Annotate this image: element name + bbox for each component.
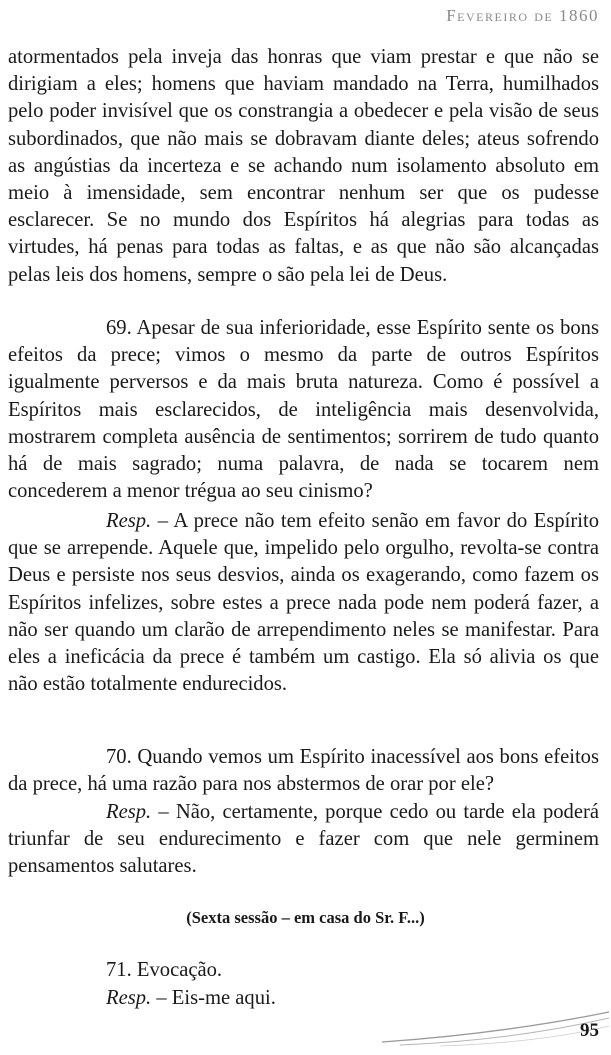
answer-70-text: – Não, certamente, porque cedo ou tarde ela poderá triunfar de seu endurecimento e fazer com que nele germinem pensamentos salutares. [8,801,599,878]
answer-71 [106,985,276,1012]
resp-label: Resp. [106,801,152,823]
resp-label: Resp. [106,510,152,532]
answer-71-text: – Eis-me aqui. [151,987,276,1009]
question-69: 69. Apesar de sua inferioridade, esse Espírito sente os bons efeitos da prece; vimos o mesmo da parte de outros Espíritos igualmente perversos e da mais bruta natureza. Como é possível a Espíritos mais esclarecidos, de inteligência mais desenvolvida, mostrarem completa ausência de sentimentos; sorrirem de tudo quanto há de mais sagrado; numa palavra, de nada se tocarem nem concederem a menor trégua ao seu cinismo? [8,317,599,503]
answer-69-text: – A prece não tem efeito senão em favor do Espírito que se arrepende. Aquele que, impelido pelo orgulho, revolta-se contra Deus e persiste nos seus desvios, ainda os exagerando, como fazem os Espíritos infelizes, sobre estes a prece nada pode nem poderá fazer, a não ser quando um clarão de arrependimento neles se manifestar. Para eles a ineficácia da prece é também um castigo. Ela só alivia os que não estão totalmente endurecidos. [8,510,599,696]
question-71: 71. Evocação. [106,959,223,981]
resp-label: Resp. [106,987,152,1009]
answer-69 [8,508,599,698]
decorative-swoosh [380,1008,611,1048]
question-70: 70. Quando vemos um Espírito inacessível aos bons efeitos da prece, há uma razão para nos abstermos de orar por ele? [8,746,599,796]
session-heading: (Sexta sessão – em casa do Sr. F...) [186,908,425,927]
running-header: Fevereiro de 1860 [446,6,599,25]
answer-70 [8,799,599,881]
page-number: 95 [580,1020,599,1041]
paragraph-opening: atormentados pela inveja das honras que viam prestar e que não se dirigiam a eles; homens que haviam mandado na Terra, humilhados pelo poder invisível que os constrangia a obedecer e pela visão de seus subordinados, que não mais se dobravam diante deles; ateus sofrendo as angústias da incerteza e se achando num isolamento absoluto em meio à imensidade, sem encontrar nenhum ser que os pudesse esclarecer. Se no mundo dos Espíritos há alegrias para todas as virtudes, há penas para todas as faltas, e as que não são alcançadas pelas leis dos homens, sempre o são pela lei de Deus. [8,46,599,286]
